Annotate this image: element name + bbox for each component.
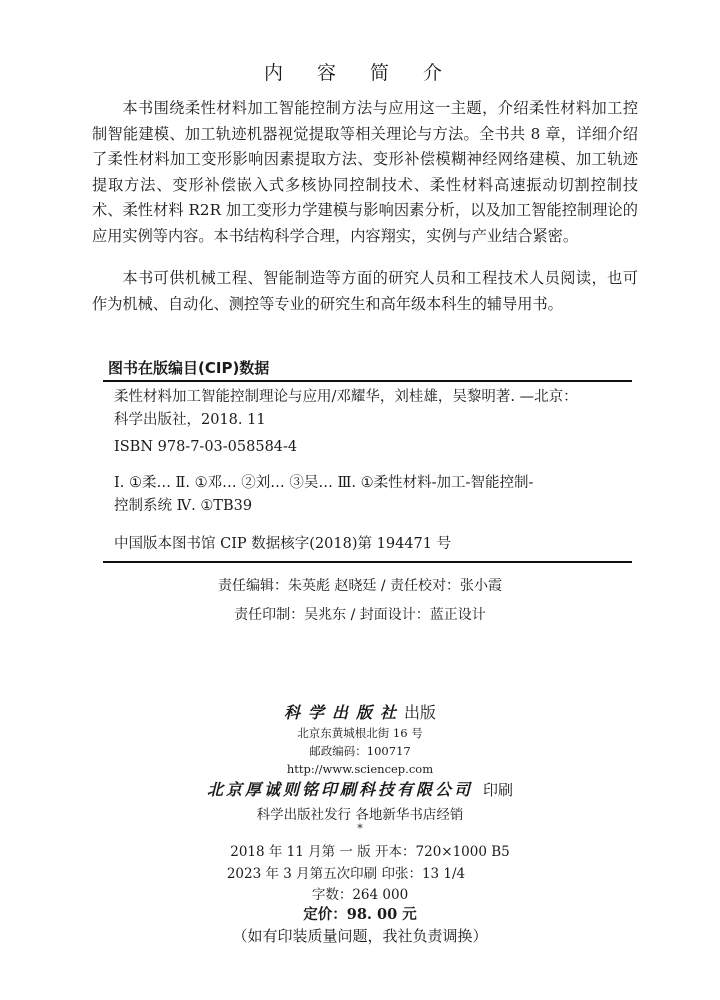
printer-suffix: 印刷 [483,781,514,799]
edition-line: 2018 年 11 月第 一 版 开本：720×1000 B5 [230,844,510,860]
price: 定价：98. 00 元 [303,906,417,923]
word-count: 字数：264 000 [311,887,409,903]
cip-bottom-rule [103,561,632,563]
separator-asterisk: * [357,822,363,835]
printer-line [0,777,720,800]
cip-class-line-2: 控制系统 Ⅳ. ①TB39 [114,498,253,514]
cip-title-entry [114,386,630,432]
intro-text-2: 本书可供机械工程、智能制造等方面的研究人员和工程技术人员阅读，也可作为机械、自动化、测控等专业的研究生和高年级本科生的辅导用书。 [92,269,638,313]
cip-title-line-2: 科学出版社，2018. 11 [114,412,266,428]
cip-top-rule [103,380,632,382]
intro-paragraph-1 [92,96,638,250]
publisher-line [0,700,720,723]
publisher-name: 科学出版社 [283,703,404,722]
cip-class-line-1: Ⅰ. ①柔… Ⅱ. ①邓… ②刘… ③吴… Ⅲ. ①柔性材料-加工-智能控制- [114,475,534,491]
editor-credits: 责任编辑：朱英彪 赵晓廷 / 责任校对：张小霞 [217,578,503,594]
printing-line: 2023 年 3 月第五次印刷 印张：13 1/4 [226,866,466,882]
distribution-line: 科学出版社发行 各地新华书店经销 [256,807,464,823]
publisher-postcode: 邮政编码：100717 [309,744,411,758]
print-design-credits: 责任印制：吴兆东 / 封面设计：蓝正设计 [234,607,486,623]
publisher-url[interactable]: http://www.sciencep.com [286,762,434,776]
cip-isbn: ISBN 978-7-03-058584-4 [114,439,298,455]
cip-heading: 图书在版编目(CIP)数据 [108,359,270,377]
printer-name: 北京厚诚则铭印刷科技有限公司 [206,780,473,799]
publisher-address: 北京东黄城根北街 16 号 [297,726,423,740]
cip-title-line-1: 柔性材料加工智能控制理论与应用/邓耀华，刘桂雄，吴黎明著. —北京： [114,389,578,405]
cip-classification [114,472,630,518]
publisher-suffix: 出版 [404,703,437,722]
intro-paragraph-2 [92,266,638,317]
page-title: 内 容 简 介 [263,62,457,84]
cip-record-number: 中国版本图书馆 CIP 数据核字(2018)第 194471 号 [114,536,452,552]
quality-note: （如有印装质量问题，我社负责调换） [232,927,488,945]
intro-text-1: 本书围绕柔性材料加工智能控制方法与应用这一主题，介绍柔性材料加工控制智能建模、加工轨迹机器视觉提取等相关理论与方法。全书共 8 章，详细介绍了柔性材料加工变形影响因素提取方法、变形补偿模糊神经网络建模、加工轨迹提取方法、变形补偿嵌入式多核协同控制技术、柔性材料高速振动切割控制技术、柔性材料 R2R 加工变形力学建模与影响因素分析，以及加工智能控制理论的应用实例等内容。本书结构科学合理，内容翔实，实例与产业结合紧密。 [92,99,638,245]
